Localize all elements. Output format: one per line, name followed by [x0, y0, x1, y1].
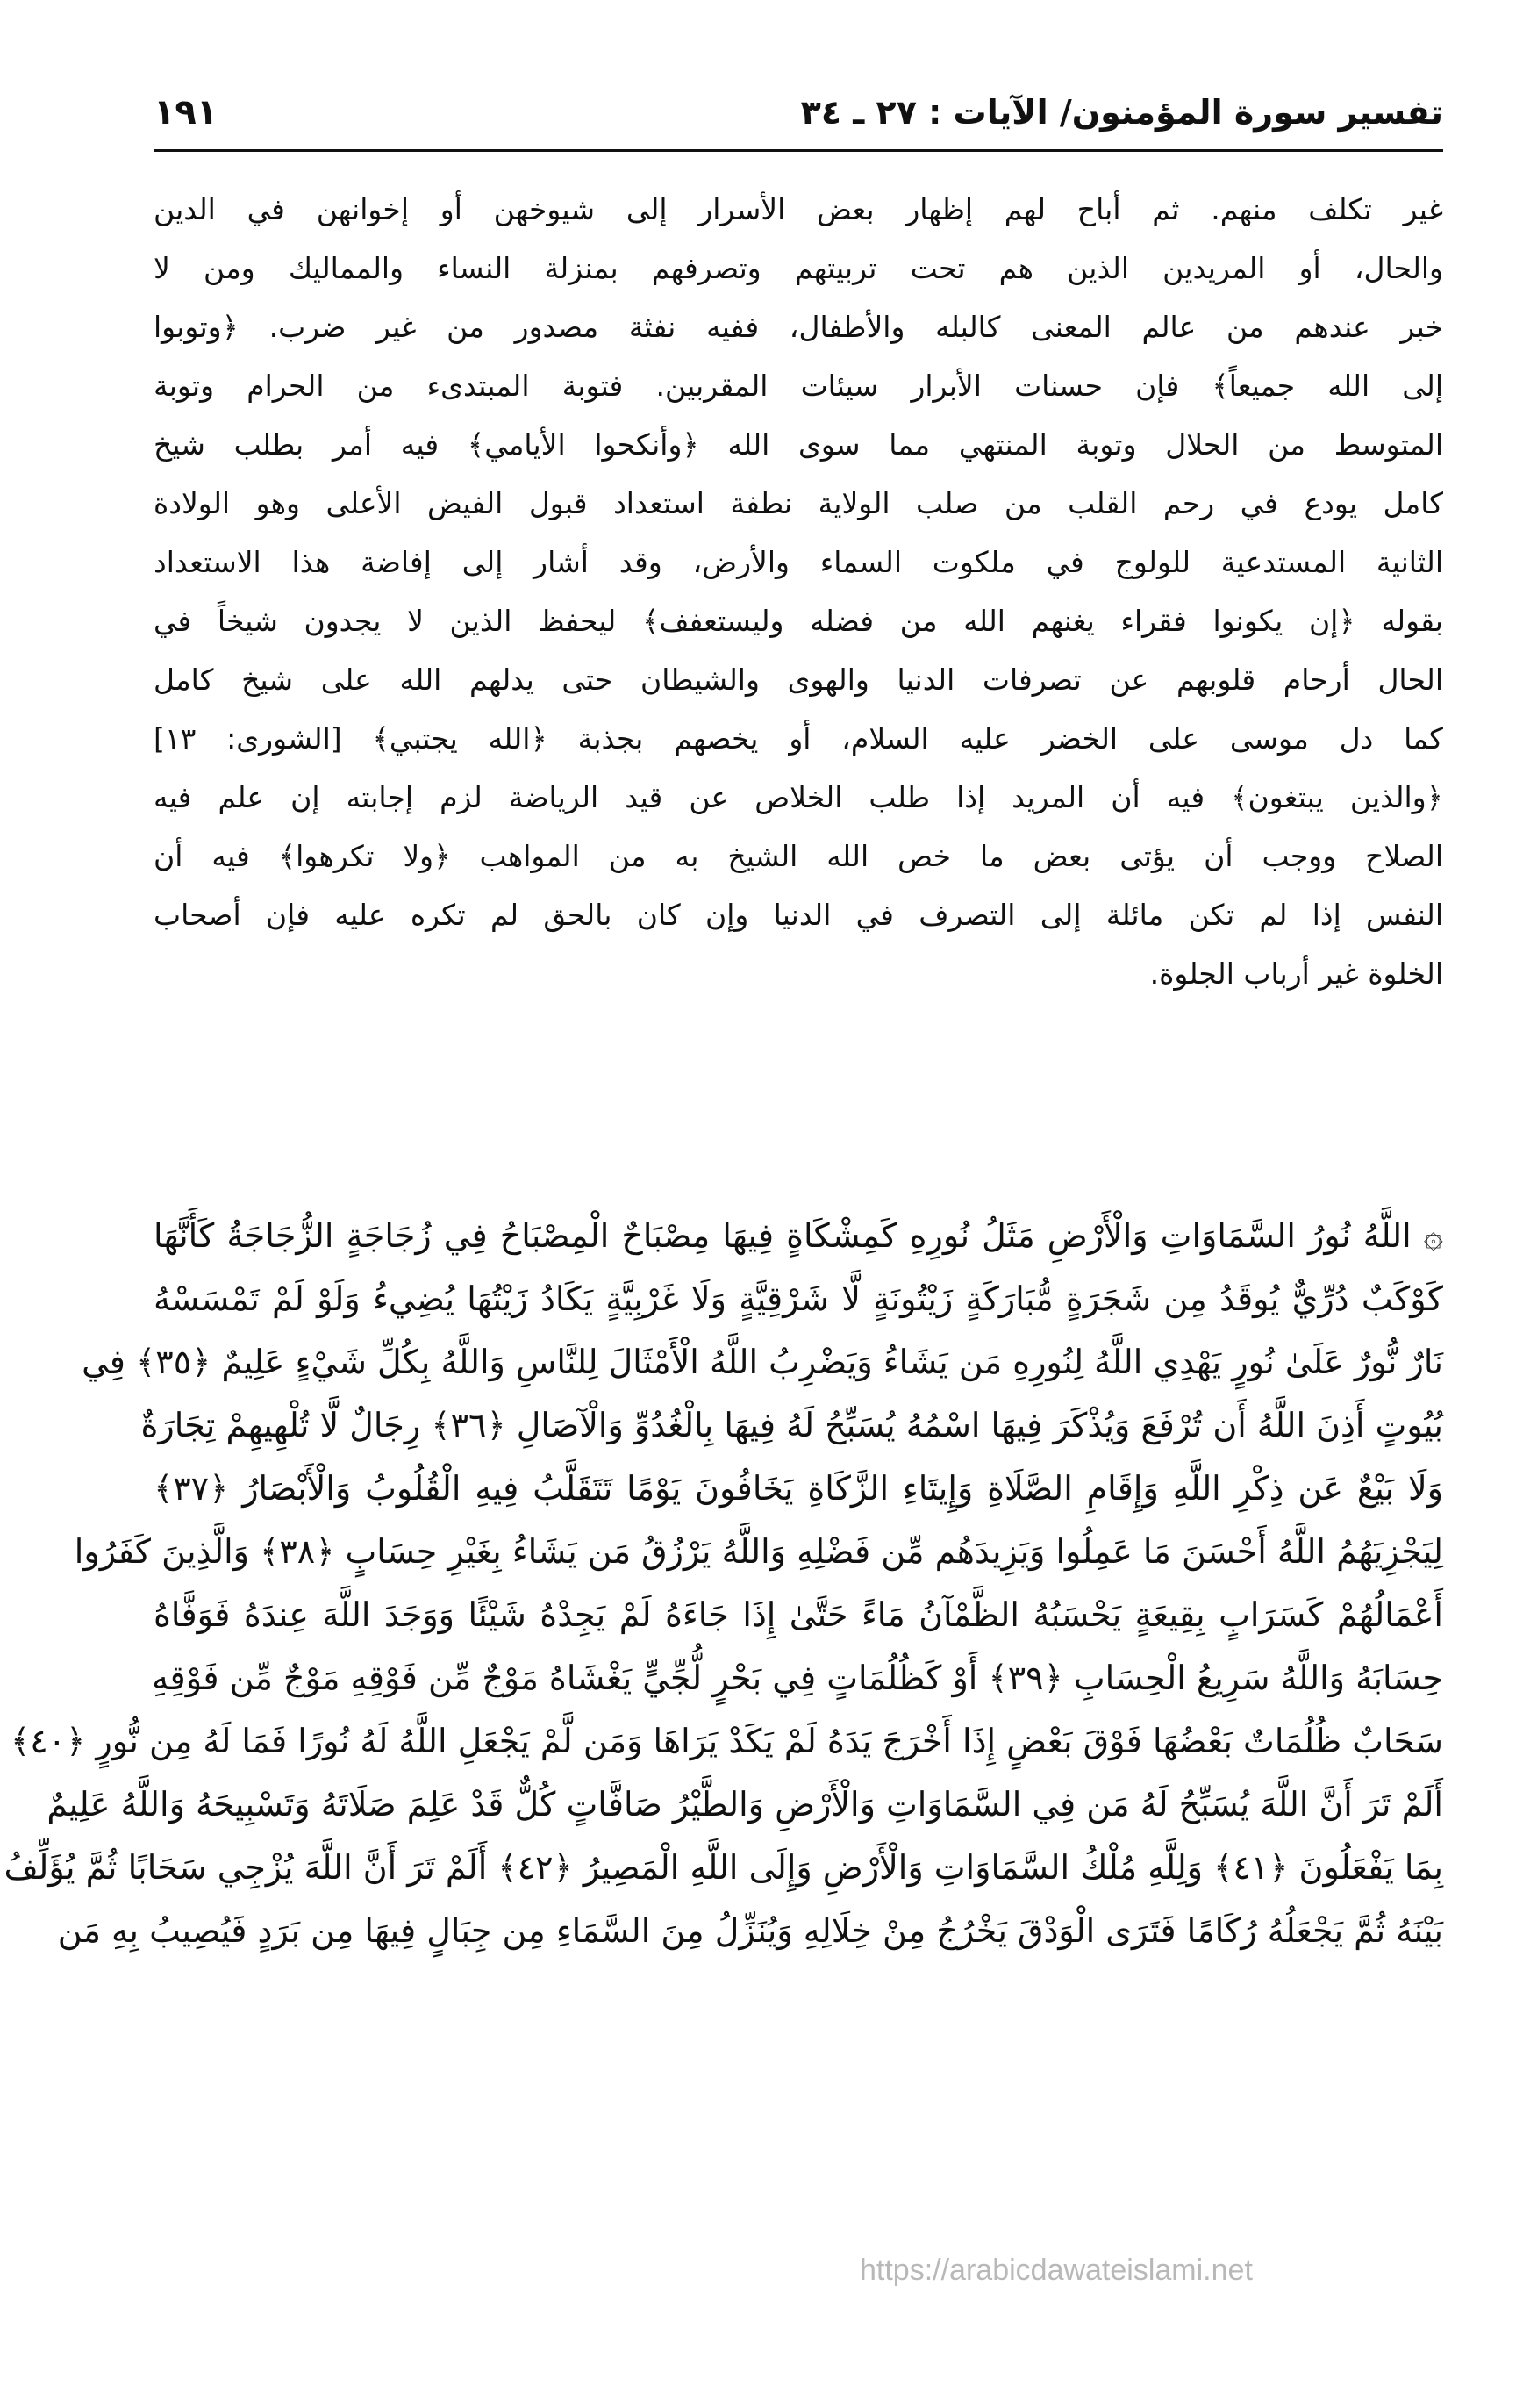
- commentary-line: بقوله ﴿إن يكونوا فقراء يغنهم الله من فضله وليستعفف﴾ ليحفظ الذين لا يجدون شيخاً في: [154, 604, 1443, 638]
- verse-line: وَلَا بَيْعٌ عَن ذِكْرِ اللَّهِ وَإِقَامِ الصَّلَاةِ وَإِيتَاءِ الزَّكَاةِ يَخَافُونَ يَوْمًا تَتَقَلَّبُ فِيهِ الْقُلُوبُ وَالْأَبْصَارُ ﴿٣٧﴾: [154, 1469, 1443, 1508]
- verse-line: نَارٌ نُّورٌ عَلَىٰ نُورٍ يَهْدِي اللَّهُ لِنُورِهِ مَن يَشَاءُ وَيَضْرِبُ اللَّهُ الْأَمْثَالَ لِلنَّاسِ وَاللَّهُ بِكُلِّ شَيْءٍ عَلِيمٌ ﴿٣٥﴾ فِي: [82, 1343, 1443, 1381]
- commentary-line: الحال أرحام قلوبهم عن تصرفات الدنيا والهوى والشيطان حتى يدلهم الله على شيخ كامل: [154, 663, 1443, 697]
- commentary-line: إلى الله جميعاً﴾ فإن حسنات الأبرار سيئات المقربين. فتوبة المبتدىء من الحرام وتوبة: [154, 369, 1443, 403]
- commentary-line: ﴿والذين يبتغون﴾ فيه أن المريد إذا طلب الخلاص عن قيد الرياضة لزم إجابته إن علم فيه: [154, 780, 1443, 814]
- page-number: ١٩١: [154, 92, 218, 133]
- commentary-line: خبر عندهم من عالم المعنى كالبله والأطفال، ففيه نفثة مصدور من غير ضرب. ﴿وتوبوا: [154, 310, 1443, 344]
- header-title: تفسير سورة المؤمنون/ الآيات : ٢٧ ـ ٣٤: [800, 93, 1443, 132]
- verse-line: أَلَمْ تَرَ أَنَّ اللَّهَ يُسَبِّحُ لَهُ مَن فِي السَّمَاوَاتِ وَالْأَرْضِ وَالطَّيْرُ صَافَّاتٍ كُلٌّ قَدْ عَلِمَ صَلَاتَهُ وَتَسْبِيحَهُ وَاللَّهُ عَلِيمٌ: [46, 1785, 1443, 1824]
- verse-line: بَيْنَهُ ثُمَّ يَجْعَلُهُ رُكَامًا فَتَرَى الْوَدْقَ يَخْرُجُ مِنْ خِلَالِهِ وَيُنَزِّلُ مِنَ السَّمَاءِ مِن جِبَالٍ فِيهَا مِن بَرَدٍ فَيُصِيبُ بِهِ مَن: [57, 1911, 1443, 1950]
- watermark-url: https://arabicdawateislami.net: [860, 2254, 1253, 2287]
- verse-line: لِيَجْزِيَهُمُ اللَّهُ أَحْسَنَ مَا عَمِلُوا وَيَزِيدَهُم مِّن فَضْلِهِ وَاللَّهُ يَرْزُقُ مَن يَشَاءُ بِغَيْرِ حِسَابٍ ﴿٣٨﴾ وَالَّذِينَ كَفَرُوا: [74, 1532, 1443, 1571]
- commentary-line: غير تكلف منهم. ثم أباح لهم إظهار بعض الأسرار إلى شيوخهن أو إخوانهن في الدين: [154, 192, 1443, 226]
- commentary-line: الثانية المستدعية للولوج في ملكوت السماء والأرض، وقد أشار إلى إفاضة هذا الاستعداد: [154, 545, 1443, 579]
- quran-verses: [4, 1204, 1443, 1962]
- commentary-line: والحال، أو المريدين الذين هم تحت تربيتهم وتصرفهم بمنزلة النساء والمماليك ومن لا: [154, 251, 1443, 285]
- commentary-line: كامل يودع في رحم القلب من صلب الولاية نطفة استعداد قبول الفيض الأعلى وهو الولادة: [154, 486, 1443, 520]
- running-header: [154, 81, 1443, 147]
- verse-line: كَوْكَبٌ دُرِّيٌّ يُوقَدُ مِن شَجَرَةٍ مُّبَارَكَةٍ زَيْتُونَةٍ لَّا شَرْقِيَّةٍ وَلَا غَرْبِيَّةٍ يَكَادُ زَيْتُهَا يُضِيءُ وَلَوْ لَمْ تَمْسَسْهُ: [154, 1279, 1443, 1318]
- verse-line: بِمَا يَفْعَلُونَ ﴿٤١﴾ وَلِلَّهِ مُلْكُ السَّمَاوَاتِ وَالْأَرْضِ وَإِلَى اللَّهِ الْمَصِيرُ ﴿٤٢﴾ أَلَمْ تَرَ أَنَّ اللَّهَ يُزْجِي سَحَابًا ثُمَّ يُؤَلِّفُ: [4, 1848, 1443, 1887]
- verse-line: بُيُوتٍ أَذِنَ اللَّهُ أَن تُرْفَعَ وَيُذْكَرَ فِيهَا اسْمُهُ يُسَبِّحُ لَهُ فِيهَا بِالْغُدُوِّ وَالْآصَالِ ﴿٣٦﴾ رِجَالٌ لَّا تُلْهِيهِمْ تِجَارَةٌ: [140, 1406, 1443, 1444]
- verse-line: أَعْمَالُهُمْ كَسَرَابٍ بِقِيعَةٍ يَحْسَبُهُ الظَّمْآنُ مَاءً حَتَّىٰ إِذَا جَاءَهُ لَمْ يَجِدْهُ شَيْئًا وَوَجَدَ اللَّهَ عِندَهُ فَوَفَّاهُ: [154, 1595, 1443, 1634]
- commentary-line: الخلوة غير أرباب الجلوة.: [1149, 957, 1443, 991]
- commentary-line: كما دل موسى على الخضر عليه السلام، أو يخصهم بجذبة ﴿الله يجتبي﴾ [الشورى: ١٣]: [154, 721, 1443, 756]
- commentary-text: [154, 180, 1443, 1003]
- commentary-line: الصلاح ووجب أن يؤتى بعض ما خص الله الشيخ به من المواهب ﴿ولا تكرهوا﴾ فيه أن: [154, 839, 1443, 873]
- verse-line: سَحَابٌ ظُلُمَاتٌ بَعْضُهَا فَوْقَ بَعْضٍ إِذَا أَخْرَجَ يَدَهُ لَمْ يَكَدْ يَرَاهَا وَمَن لَّمْ يَجْعَلِ اللَّهُ لَهُ نُورًا فَمَا لَهُ مِن نُّورٍ ﴿٤٠﴾: [10, 1722, 1443, 1760]
- verse-line: ۞ اللَّهُ نُورُ السَّمَاوَاتِ وَالْأَرْضِ مَثَلُ نُورِهِ كَمِشْكَاةٍ فِيهَا مِصْبَاحٌ الْمِصْبَاحُ فِي زُجَاجَةٍ الزُّجَاجَةُ كَأَنَّهَا: [154, 1216, 1443, 1255]
- commentary-line: النفس إذا لم تكن مائلة إلى التصرف في الدنيا وإن كان بالحق لم تكره عليه فإن أصحاب: [154, 898, 1443, 932]
- commentary-line: المتوسط من الحلال وتوبة المنتهي مما سوى الله ﴿وأنكحوا الأيامي﴾ فيه أمر بطلب شيخ: [154, 427, 1443, 462]
- header-divider: [154, 149, 1443, 152]
- verse-line: حِسَابَهُ وَاللَّهُ سَرِيعُ الْحِسَابِ ﴿٣٩﴾ أَوْ كَظُلُمَاتٍ فِي بَحْرٍ لُّجِّيٍّ يَغْشَاهُ مَوْجٌ مِّن فَوْقِهِ مَوْجٌ مِّن فَوْقِهِ: [152, 1659, 1443, 1697]
